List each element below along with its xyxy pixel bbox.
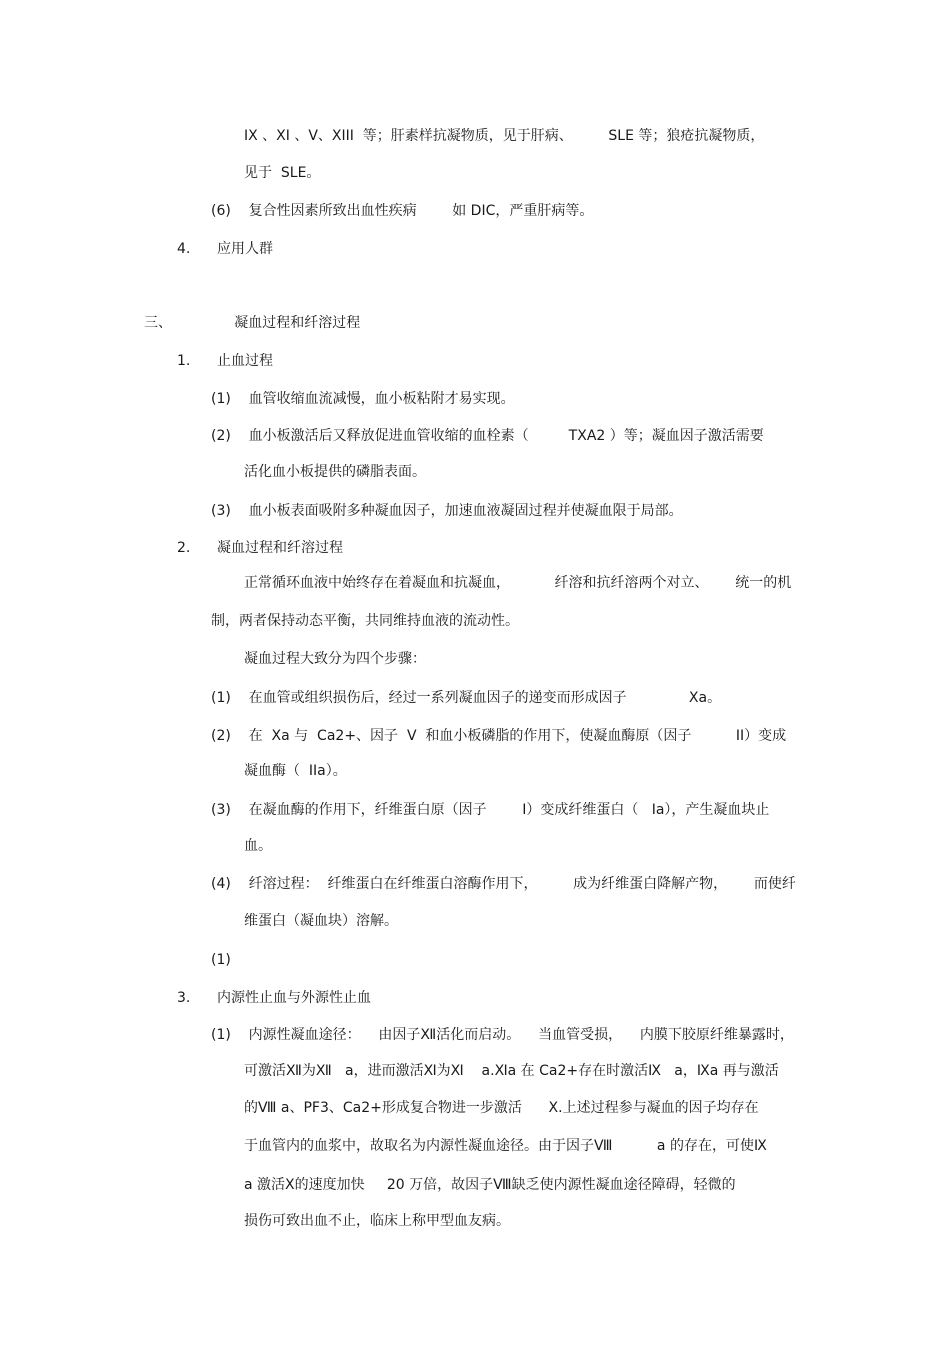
text-line: 凝血过程大致分为四个步骤： [244, 651, 426, 667]
text-line: 的Ⅷ a、PF3、Ca2+形成复合物进一步激活 X.上述过程参与凝血的因子均存在 [244, 1100, 759, 1116]
text-line: 损伤可致出血不止，临床上称甲型血友病。 [244, 1213, 510, 1229]
list-item: (3) 血小板表面吸附多种凝血因子，加速血液凝固过程并使凝血限于局部。 [211, 503, 683, 519]
text-line: 凝血酶（ IIa）。 [244, 763, 347, 779]
section-heading: 三、 凝血过程和纤溶过程 [144, 315, 361, 331]
text-line: 活化血小板提供的磷脂表面。 [244, 464, 426, 480]
list-item: 4. 应用人群 [177, 241, 274, 257]
text-line: 血。 [244, 838, 272, 854]
text-line: 于血管内的血浆中，故取名为内源性凝血途径。由于因子Ⅷ a 的存在，可使Ⅸ [244, 1138, 767, 1154]
list-item: (1) [211, 952, 231, 968]
text-line: 制，两者保持动态平衡，共同维持血液的流动性。 [211, 613, 519, 629]
list-item: (1) 内源性凝血途径： 由因子Ⅻ活化而启动。 当血管受损， 内膜下胶原纤维暴露时， [211, 1027, 794, 1043]
text-line: 正常循环血液中始终存在着凝血和抗凝血， 纤溶和抗纤溶两个对立、 统一的机 [244, 575, 792, 591]
text-line: 维蛋白（凝血块）溶解。 [244, 913, 398, 929]
list-item: 1. 止血过程 [177, 353, 274, 369]
list-item: (3) 在凝血酶的作用下，纤维蛋白原（因子 I）变成纤维蛋白（ Ia），产生凝血块止 [211, 802, 770, 818]
list-item: 2. 凝血过程和纤溶过程 [177, 540, 344, 556]
text-line: 见于 SLE。 [244, 165, 321, 181]
list-item: 3. 内源性止血与外源性止血 [177, 990, 372, 1006]
list-item: (2) 在 Xa 与 Ca2+、因子 V 和血小板磷脂的作用下，使凝血酶原（因子 II）变成 [211, 728, 787, 744]
list-item: (6) 复合性因素所致出血性疾病 如 DIC，严重肝病等。 [211, 203, 594, 219]
list-item: (4) 纤溶过程： 纤维蛋白在纤维蛋白溶酶作用下， 成为纤维蛋白降解产物， 而使纤 [211, 876, 796, 892]
list-item: (1) 在血管或组织损伤后，经过一系列凝血因子的递变而形成因子 Xa。 [211, 690, 722, 706]
list-item: (2) 血小板激活后又释放促进血管收缩的血栓素（ TXA2 ）等；凝血因子激活需要 [211, 428, 764, 444]
text-line: IX 、XI 、V、XIII 等；肝素样抗凝物质，见于肝病、 SLE 等；狼疮抗凝物质， [244, 128, 765, 144]
text-line: a 激活Ⅹ的速度加快 20 万倍，故因子Ⅷ缺乏使内源性凝血途径障碍，轻微的 [244, 1177, 736, 1193]
text-line: 可激活Ⅻ为Ⅻ a，进而激活Ⅺ为Ⅺ a.Ⅺa 在 Ca2+存在时激活Ⅸ a，Ⅸa 再与激活 [244, 1063, 779, 1079]
list-item: (1) 血管收缩血流减慢，血小板粘附才易实现。 [211, 391, 515, 407]
